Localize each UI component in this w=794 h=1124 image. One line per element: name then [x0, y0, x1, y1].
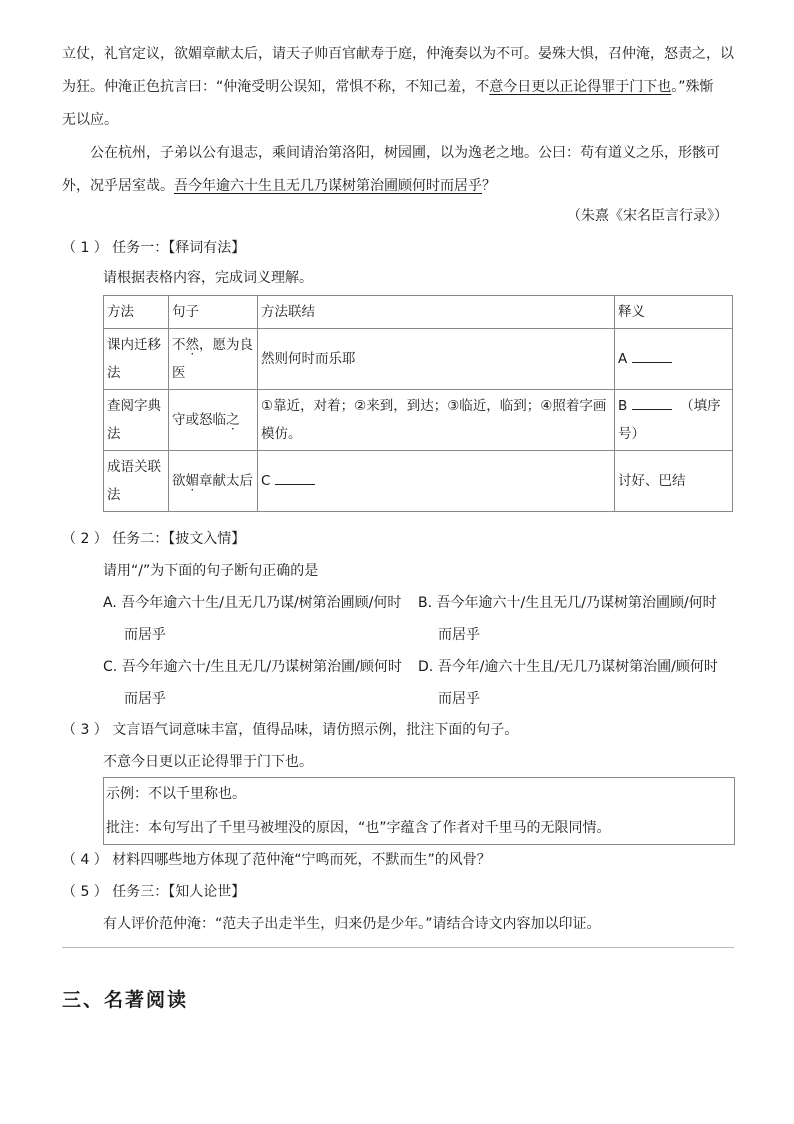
table-cell-method: 课内迁移法: [104, 329, 169, 390]
question-2-instruction: 请用“/”为下面的句子断句正确的是: [103, 563, 319, 579]
table-cell-meaning: 讨好、巴结: [615, 451, 733, 512]
section-divider: [62, 947, 734, 948]
table-cell-sentence: 欲媚章献太后: [169, 451, 258, 512]
table-cell-meaning: A: [615, 329, 733, 390]
question-3-sentence: 不意今日更以正论得罪于门下也。: [103, 754, 313, 770]
section-heading: 三、名著阅读: [62, 989, 189, 1011]
table-row: [104, 329, 733, 390]
option-a[interactable]: A. 吾今年逾六十生/且无几乃谋/树第治圃顾/何时 而居乎: [103, 595, 402, 643]
table-header-cell: 释义: [615, 296, 733, 329]
passage-line-3: 无以应。: [62, 112, 118, 128]
example-text: 示例：不以千里称也。: [106, 786, 246, 802]
question-2-header: （ 2 ） 任务二：【披文入情】: [62, 531, 246, 547]
passage-p2-line-2: 外，况乎居室哉。吾今年逾六十生且无几乃谋树第治圃顾何时而居乎？: [62, 178, 496, 194]
table-cell-method: 查阅字典法: [104, 390, 169, 451]
table-header-row: [104, 296, 733, 329]
question-5-text: 有人评价范仲淹：“范夫子出走半生，归来仍是少年。”请结合诗文内容加以印证。: [103, 916, 601, 932]
answer-blank-c[interactable]: [275, 470, 315, 485]
question-3: （ 3 ） 文言语气词意味丰富，值得品味，请仿照示例，批注下面的句子。: [62, 722, 519, 738]
table-cell-link: C: [258, 451, 615, 512]
table-row: [104, 451, 733, 512]
passage-source: （朱熹《宋名臣言行录》）: [567, 208, 728, 224]
table-header-cell: 方法联结: [258, 296, 615, 329]
table-header-cell: 方法: [104, 296, 169, 329]
table-cell-link: ①靠近，对着；②来到，到达；③临近，临到；④照着字画模仿。: [258, 390, 615, 451]
passage-p2-line-1: 公在杭州，子弟以公有退志，乘间请治第洛阳，树园圃，以为逸老之地。公曰：苟有道义之乐，形骸可: [90, 145, 720, 161]
word-meaning-table: [103, 295, 733, 512]
annotation-text: 批注：本句写出了千里马被埋没的原因，“也”字蕴含了作者对千里马的无限同情。: [106, 820, 611, 836]
table-cell-sentence: 不然，愿为良医: [169, 329, 258, 390]
option-d[interactable]: D. 吾今年/逾六十生且/无几乃谋树第治圃/顾何时 而居乎: [418, 659, 718, 707]
table-cell-link: 然则何时而乐耶: [258, 329, 615, 390]
table-row: [104, 390, 733, 451]
option-c[interactable]: C. 吾今年逾六十/生且无几/乃谋树第治圃/顾何时 而居乎: [103, 659, 402, 707]
table-cell-sentence: 守或怒临之: [169, 390, 258, 451]
underlined-sentence-2: 吾今年逾六十生且无几乃谋树第治圃顾何时而居乎: [174, 178, 482, 194]
answer-blank-b[interactable]: [632, 395, 672, 410]
answer-blank-a[interactable]: [632, 348, 672, 363]
table-cell-method: 成语关联法: [104, 451, 169, 512]
example-box: [103, 777, 735, 845]
option-b[interactable]: B. 吾今年逾六十/生且无几/乃谋树第治圃顾/何时 而居乎: [418, 595, 717, 643]
question-1-instruction: 请根据表格内容，完成词义理解。: [103, 270, 313, 286]
table-header-cell: 句子: [169, 296, 258, 329]
table-cell-meaning: B （填序号）: [615, 390, 733, 451]
question-4: （ 4 ） 材料四哪些地方体现了范仲淹“宁鸣而死，不默而生”的风骨？: [62, 852, 491, 868]
passage-line-2: 为狂。仲淹正色抗言曰：“仲淹受明公误知，常惧不称，不知己羞，不意今日更以正论得罪于门下也。”殊惭: [62, 79, 714, 95]
underlined-sentence: 意今日更以正论得罪于门下也: [489, 79, 672, 95]
question-1-header: （ 1 ） 任务一：【释词有法】: [62, 240, 246, 256]
passage-line-1: 立仗，礼官定议，欲媚章献太后，请天子帅百官献寿于庭，仲淹奏以为不可。晏殊大惧，召仲淹，怒责之，以: [62, 46, 734, 62]
question-5-header: （ 5 ） 任务三：【知人论世】: [62, 884, 246, 900]
